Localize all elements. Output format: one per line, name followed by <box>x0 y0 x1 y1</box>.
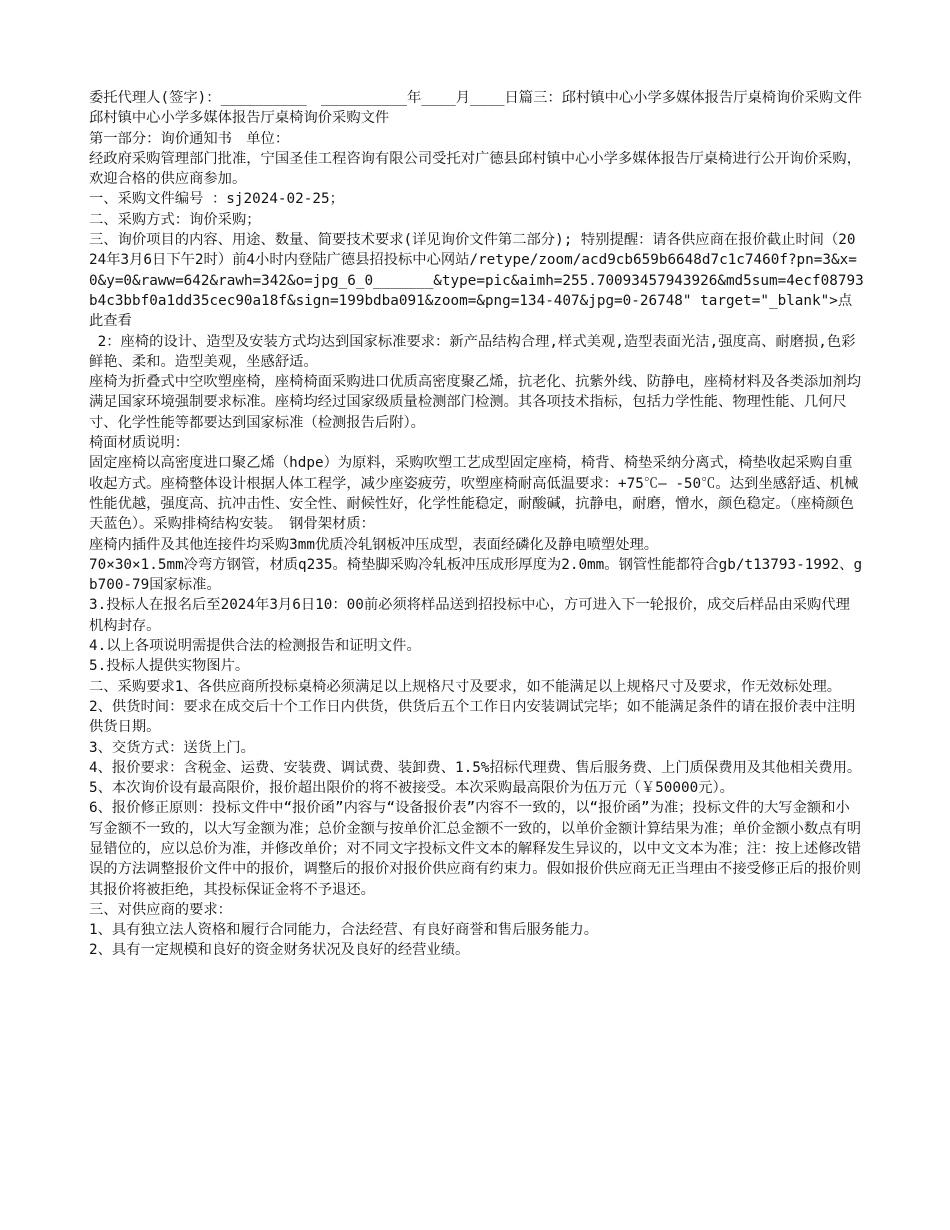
paragraph-delivery-method: 3、交货方式：送货上门。 <box>89 739 255 756</box>
paragraph-project-content: 三、询价项目的内容、用途、数量、简要技术要求(详见询价文件第二部分); 特别提醒：请各供应商在报价截止时间（2024年3月6日下午2时）前4小时内登陆广德县招投标中心网站/retype/zoom/acd9cb659b6648d7c1c7460f?pn=3&x=0&y=0&raww=642&rawh=342&o=jpg_6_0_______&type=pic&aimh=255.70093457943926&md5sum=4ecf08793b4c3bbf0a1dd35cec90a18f&sign=199bdba091&zoom=&png=134-407&jpg=0-26748" target="_blank">点此查看 <box>89 232 864 330</box>
document-title: 邱村镇中心小学多媒体报告厅桌椅询价采购文件 <box>89 110 390 127</box>
section-heading-supplier-requirements: 三、对供应商的要求： <box>89 901 232 918</box>
paragraph-legal-entity: 1、具有独立法人资格和履行合同能力，合法经营、有良好商誉和售后服务能力。 <box>89 922 598 939</box>
paragraph-file-number: 一、采购文件编号 ：sj2024-02-25； <box>89 191 344 208</box>
paragraph-fixed-seat-description: 固定座椅以高密度进口聚乙烯（hdpe）为原料，采购吹塑工艺成型固定座椅，椅背、椅垫采纳分离式，椅垫收起采购自重收起方式。座椅整体设计根据人体工程学，减少座姿疲劳，吹塑座椅耐高低温要求：+75℃— -50℃。达到坐感舒适、机械性能优越，强度高、抗冲击性、安全性、耐候性好，化学性能稳定，耐酸碱，抗静电，耐磨，憎水，颜色稳定。（座椅颜色天蓝色）。采购排椅结构安装。 钢骨架材质： <box>89 455 859 533</box>
paragraph-introduction: 经政府采购管理部门批准，宁国圣佳工程咨询有限公司受托对广德县邱村镇中心小学多媒体报告厅桌椅进行公开询价采购，欢迎合格的供应商参加。 <box>89 150 862 188</box>
paragraph-product-photos: 5.投标人提供实物图片。 <box>89 658 250 675</box>
paragraph-quotation-requirements: 4、报价要求：含税金、运费、安装费、调试费、装卸费、1.5%招标代理费、售后服务费、上门质保费用及其他相关费用。 <box>89 759 862 776</box>
section-heading-inquiry-notice: 第一部分：询价通知书 单位： <box>89 130 290 147</box>
paragraph-delivery-time: 2、供货时间：要求在成交后十个工作日内供货，供货后五个工作日内安装调试完毕；如不能满足条件的请在报价表中注明供货日期。 <box>89 698 856 736</box>
paragraph-sample-delivery: 3.投标人在报名后至2024年3月6日10：00前必须将样品送到招投标中心，方可进入下一轮报价，成交后样品由采购代理机构封存。 <box>89 597 850 634</box>
paragraph-procurement-requirements: 二、采购要求1、各供应商所投标桌椅必须满足以上规格尺寸及要求，如不能满足以上规格尺寸及要求，作无效标处理。 <box>89 678 842 695</box>
paragraph-inserts: 座椅内插件及其他连接件均采购3mm优质冷轧钢板冲压成型，表面经磷化及静电喷塑处理。 <box>89 536 659 553</box>
paragraph-seat-design: 2：座椅的设计、造型及安装方式均达到国家标准要求：新产品结构合理,样式美观,造型表面光洁,强度高、耐磨损,色彩鲜艳、柔和。造型美观，坐感舒适。 <box>89 333 856 370</box>
paragraph-steel-tube: 70×30×1.5mm冷弯方钢管，材质q235。椅垫脚采购冷轧板冲压成形厚度为2.0mm。钢管性能都符合gb/t13793-1992、gb700-79国家标准。 <box>89 556 863 594</box>
paragraph-procurement-method: 二、采购方式：询价采购； <box>89 211 261 228</box>
paragraph-surface-material-heading: 椅面材质说明： <box>89 435 190 452</box>
paragraph-price-correction: 6、报价修正原则：投标文件中“报价函”内容与“设备报价表”内容不一致的，以“报价函”为准；投标文件的大写金额和小写金额不一致的，以大写金额为准；总价金额与按单价汇总金额不一致的，以单价金额计算结果为准；单价金额小数点有明显错位的，应以总价为准，并修改单价；对不同文字投标文件文本的解释发生异议的，以中文文本为准；注：按上述修改错误的方法调整报价文件中的报价，调整后的报价对报价供应商有约束力。假如报价供应商无正当理由不接受修正后的报价则其报价将被拒绝，其投标保证金将不予退还。 <box>89 800 862 898</box>
paragraph-test-reports: 4.以上各项说明需提供合法的检测报告和证明文件。 <box>89 638 421 655</box>
paragraph-financial-status: 2、具有一定规模和良好的资金财务状况及良好的经营业绩。 <box>89 942 470 959</box>
paragraph-price-limit: 5、本次询价设有最高限价，报价超出限价的将不被接受。本次采购最高限价为伍万元（￥50000元）。 <box>89 780 734 797</box>
paragraph-seat-material: 座椅为折叠式中空吹塑座椅，座椅椅面采购进口优质高密度聚乙烯，抗老化、抗紫外线、防静电，座椅材料及各类添加剂均满足国家环境强制要求标准。座椅均经过国家级质量检测部门检测。其各项技术指标，包括力学性能、物理性能、几何尺寸、化学性能等都要达到国家标准（检测报告后附）。 <box>89 374 862 431</box>
paragraph-agent-signature-line: 委托代理人(签字)：__________ __________年____月____日篇三：邱村镇中心小学多媒体报告厅桌椅询价采购文件 <box>89 90 862 106</box>
